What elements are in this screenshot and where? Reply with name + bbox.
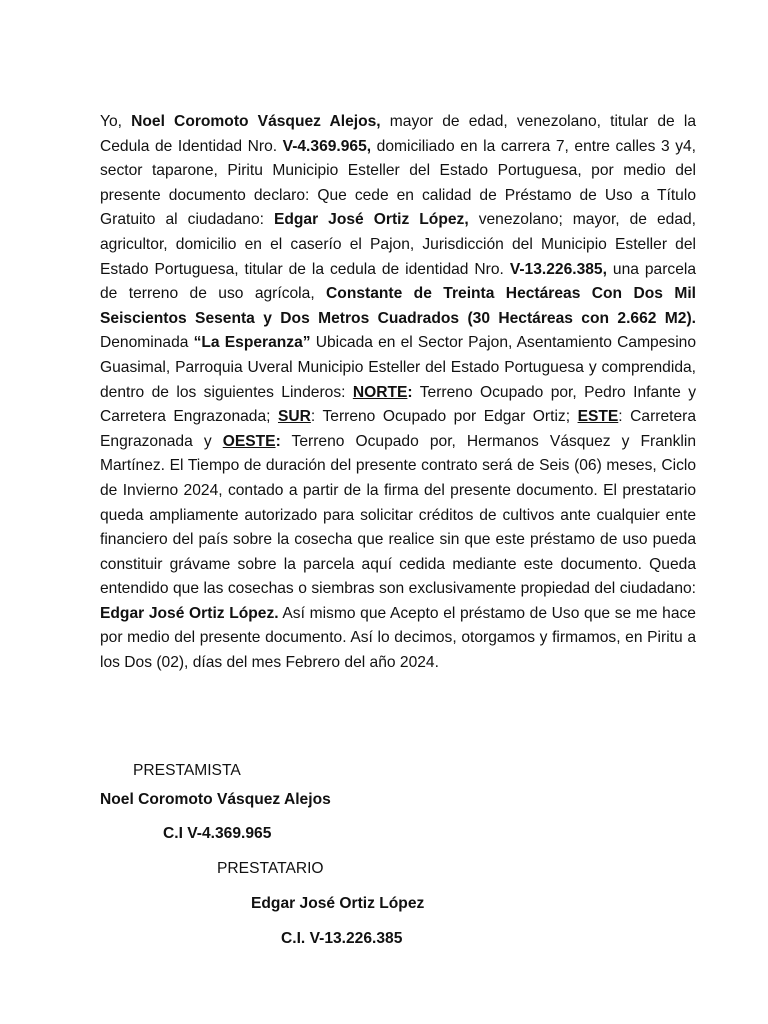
contract-paragraph	[100, 110, 696, 676]
borrower-signature-name: Edgar José Ortiz López	[251, 895, 425, 912]
text-run: : Carretera Engrazonada y	[100, 408, 696, 450]
parcel-size: Constante de Treinta Hectáreas Con Dos Mil Seiscientos Sesenta y Dos Metros Cuadrados (30 Hectáreas con 2.662 M2).	[100, 285, 696, 327]
boundary-south: SUR	[277, 408, 311, 426]
text-run: Así mismo que Acepto el préstamo de Uso que se me hace por medio del presente documento. Así lo decimos, otorgamos y firmamos, en Piritu a los Dos (02), días del mes Febrero del año 2024.	[100, 604, 696, 672]
lender-signature-id: C.I V-4.369.965	[163, 825, 272, 842]
parcel-name: “La Esperanza”	[193, 334, 311, 352]
text-run: una parcela de terreno de uso agrícola,	[100, 260, 697, 303]
text-run: Terreno Ocupado por, Pedro Infante y Carretera Engrazonada;	[100, 383, 696, 426]
lender-id-inline: V-4.369.965,	[282, 137, 372, 155]
borrower-role-label: PRESTATARIO	[217, 860, 324, 877]
text-run: venezolano; mayor, de edad, agricultor, domicilio en el caserío el Pajon, Jurisdicción del Municipio Esteller del Estado Portuguesa, titular de la cedula de identidad Nro.	[100, 211, 697, 278]
lender-name-inline: Noel Coromoto Vásquez Alejos,	[131, 113, 381, 130]
lender-role-label: PRESTAMISTA	[133, 762, 241, 779]
text-run: mayor de edad, venezolano, titular de la Cedula de Identidad Nro.	[100, 113, 696, 155]
text-run: Ubicada en el Sector Pajon, Asentamiento Campesino Guasimal, Parroquia Uveral Municipio Esteller del Estado Portuguesa y comprendida, dentro de los siguientes Linderos:	[100, 334, 697, 401]
lender-signature-name: Noel Coromoto Vásquez Alejos	[100, 791, 331, 808]
boundary-west: OESTE	[222, 432, 276, 450]
borrower-id-inline: V-13.226.385,	[509, 260, 607, 278]
text-run: : Terreno Ocupado por Edgar Ortiz;	[310, 408, 578, 426]
colon: :	[275, 432, 281, 450]
text-run: Terreno Ocupado por, Hermanos Vásquez y Franklin Martínez. El Tiempo de duración del presente contrato será de Seis (06) meses, Ciclo de Invierno 2024, contado a partir de la firma del presente documento. El prestatario queda ampliamente autorizado para solicitar créditos de cultivos ante cualquier ente financiero del país sobre la cosecha que realice sin que este préstamo de uso pueda constituir grávame sobre la parcela aquí cedida mediante este documento. Queda entendido que las cosechas o siembras son exclusivamente propiedad del ciudadano:	[100, 432, 696, 598]
text-run: Yo,	[100, 113, 132, 130]
boundary-east: ESTE	[577, 408, 619, 426]
text-run: Denominada	[100, 334, 194, 352]
colon: :	[407, 383, 413, 401]
boundary-north: NORTE	[352, 383, 408, 401]
borrower-name-inline: Edgar José Ortiz López.	[100, 604, 279, 622]
text-run: domiciliado en la carrera 7, entre calles 3 y4, sector taparone, Piritu Municipio Esteller del Estado Portuguesa, por medio del presente documento declaro: Que cede en calidad de Préstamo de Uso a Título Gratuito al ciudadano:	[100, 137, 696, 229]
borrower-name-inline: Edgar José Ortiz López,	[273, 211, 469, 229]
borrower-signature-id: C.I. V-13.226.385	[281, 930, 403, 947]
